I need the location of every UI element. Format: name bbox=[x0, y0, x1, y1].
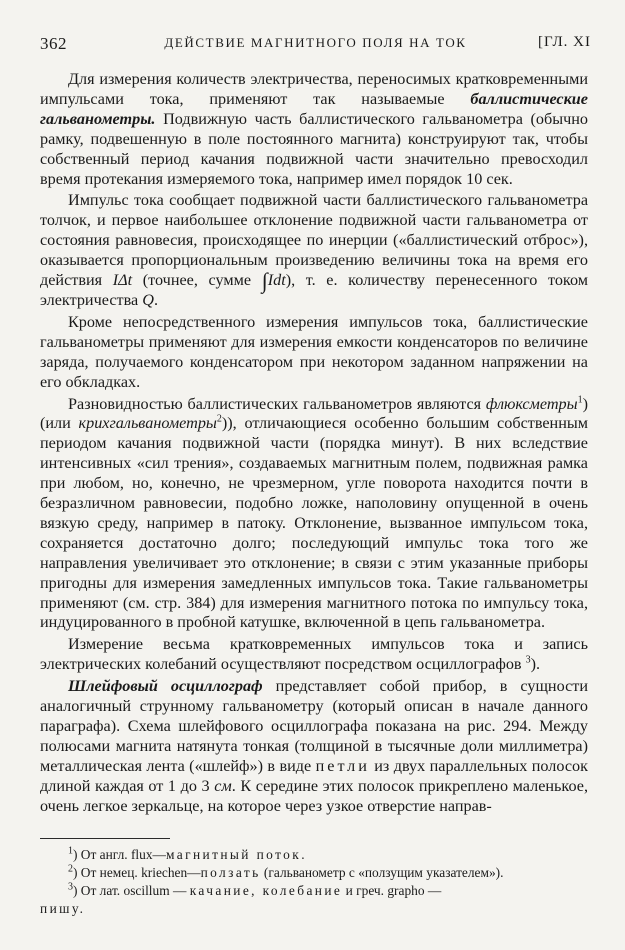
footnote-spaced-text: качание, колебание bbox=[189, 883, 343, 898]
formula-q: Q bbox=[142, 290, 154, 309]
text-run: Импульс тока сообщает подвижной части баллистического гальванометра толчок, и первое наибольшее отклонение подвижной части гальванометра от состояния равновесия, происходящее по инерции («баллистический отброс»), оказывается пропорциональным произведению величины тока на время его действия bbox=[40, 191, 588, 290]
text-run: . bbox=[153, 290, 158, 309]
text-run: (точнее, сумме bbox=[132, 271, 262, 290]
running-title: ДЕЙСТВИЕ МАГНИТНОГО ПОЛЯ НА ТОК bbox=[164, 35, 467, 50]
footnote-text: ) От лат. oscillum — bbox=[73, 883, 190, 898]
paragraph-oscillographs bbox=[40, 635, 588, 675]
integral-sign: ∫ bbox=[261, 268, 268, 294]
paragraph-current-impulse bbox=[40, 191, 588, 310]
text-run: Разновидностью баллистических гальванометров являются bbox=[68, 394, 486, 413]
term-loop-oscillograph: Шлейфовый осциллограф bbox=[68, 677, 263, 696]
text-run: Подвижную часть баллистического гальванометра (обычно рамку, подвешенную в поле постоянного магнита) конструируют так, чтобы собственный период качания подвижной части значительно превосходил время протекания измеряемого тока, например имел порядок 10 сек. bbox=[40, 109, 588, 188]
term-ballistic-galvanometers: баллистические гальванометры. bbox=[40, 89, 588, 128]
page-header bbox=[40, 34, 591, 56]
paragraph-ballistic-galvanometers bbox=[40, 70, 588, 189]
text-run: Измерение весьма кратковременных импульсов тока и запись электрических колебаний осуществляют посредством осциллографов bbox=[40, 635, 588, 674]
footnote-marker: 1 bbox=[68, 845, 73, 857]
spaced-word-loop: петли bbox=[315, 756, 370, 775]
text-run: ), т. е. количеству перенесенного током электричества bbox=[40, 271, 588, 309]
text-run: ). bbox=[530, 655, 541, 674]
text-run: Для измерения количеств электричества, переносимых кратковременными импульсами тока, применяют так называемые bbox=[40, 70, 588, 108]
footnote-1 bbox=[40, 846, 588, 864]
footnote-spaced-text: ползать bbox=[200, 865, 261, 880]
chapter-label: [ГЛ. XI bbox=[537, 34, 591, 50]
paragraph-capacitance: Кроме непосредственного измерения импульсов тока, баллистические гальванометры применяют для измерения емкости конденсаторов по величине заряда, получаемого конденсатором при некотором заданном напряжении на его обкладках. bbox=[40, 312, 588, 391]
footnote-ref-2: 2 bbox=[216, 414, 222, 426]
text-run: из двух параллельных полосок длиной каждая от 1 до 3 bbox=[40, 756, 588, 795]
footnote-text: пишу. bbox=[40, 900, 86, 916]
footnote-ref-3: 3 bbox=[525, 654, 531, 666]
footnote-spaced-text: магнитный поток bbox=[165, 847, 302, 862]
footnote-2 bbox=[40, 864, 588, 882]
footnote-text: . bbox=[301, 847, 305, 862]
formula-i-delta-t: IΔt bbox=[112, 271, 133, 290]
text-run: )), отличающиеся особенно большим собственным периодом качания подвижной части (порядка минут). В них вследствие интенсивных «сил трения», создаваемых магнитным полем, подвижная рамка при любом, но, конечно, не чрезмерном, угле поворота находится почти в безразличном равновесии, подобно ложке, наполовину опущенной в очень вязкую среду, например в патоку. Отклонение, вызванное импульсом тока, сохраняется достаточно долго; последующий импульс тока того же направления увеличивает это отклонение; в связи с этим указанные приборы пригодны для измерения замедленных импульсов тока. Такие гальванометры применяют (см. стр. 384) для измерения магнитного потока по импульсу тока, индуцированного в пробной катушке, включенной в цепь гальванометра. bbox=[40, 414, 589, 632]
footnote-3 bbox=[40, 882, 588, 917]
unit-cm: см bbox=[214, 776, 232, 795]
footnote-separator bbox=[40, 838, 170, 839]
text-run: . К середине этих полосок прикреплено маленькое, очень легкое зеркальце, на которое через узкое отверстие направ- bbox=[40, 776, 588, 815]
footnote-text: ) От англ. flux— bbox=[73, 847, 166, 862]
formula-idt: Idt bbox=[267, 271, 286, 290]
footnote-text: и греч. grapho — bbox=[342, 883, 442, 898]
footnote-ref-1: 1 bbox=[577, 394, 583, 406]
footnote-text: (гальванометр с «ползущим указателем»). bbox=[260, 865, 504, 880]
paragraph-fluxmeters bbox=[40, 395, 588, 634]
footnote-marker: 3 bbox=[68, 881, 73, 893]
paragraph-loop-oscillograph bbox=[40, 677, 588, 816]
footnote-text: ) От немец. kriechen— bbox=[73, 865, 201, 880]
text-run: представляет собой прибор, в сущности аналогичный струнному гальванометру (который описан в начале данного параграфа). Схема шлейфового осциллографа показана на рис. 294. Между полюсами магнита натянута тонкая (толщиной в тысячные доли миллиметра) металлическая лента («шлейф») в виде bbox=[40, 677, 588, 775]
term-kriechgalvanometers: крихгальванометры bbox=[78, 414, 217, 433]
page-number: 362 bbox=[40, 34, 67, 53]
term-fluxmeters: флюксметры bbox=[485, 394, 578, 413]
text-run: ) (или bbox=[40, 394, 588, 433]
footnote-marker: 2 bbox=[68, 863, 73, 875]
main-text bbox=[40, 70, 588, 819]
